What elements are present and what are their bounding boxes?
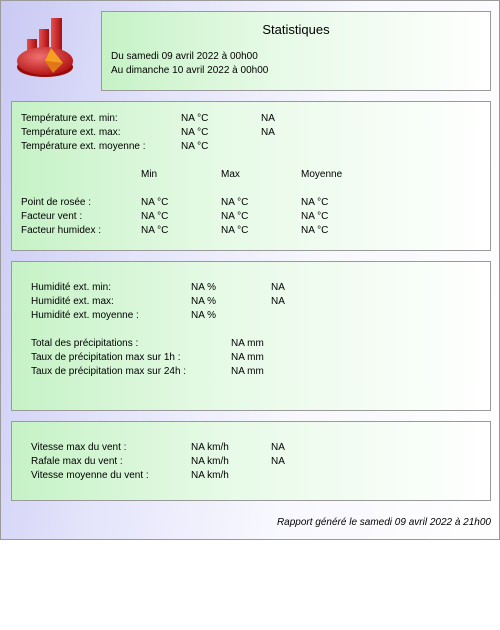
col-header-avg: Moyenne <box>301 169 343 180</box>
wind-section <box>11 421 491 501</box>
humidity-max-label: Humidité ext. max: <box>31 296 114 307</box>
wind-chill-min: NA °C <box>141 211 169 222</box>
humidity-section <box>11 261 491 411</box>
wind-max-value: NA km/h <box>191 442 229 453</box>
humidex-max: NA °C <box>221 225 249 236</box>
page-title: Statistiques <box>262 22 330 37</box>
wind-chill-avg: NA °C <box>301 211 329 222</box>
wind-gust-value: NA km/h <box>191 456 229 467</box>
humidity-max-value: NA % <box>191 296 217 307</box>
temperature-section <box>11 101 491 251</box>
humidity-min-value: NA % <box>191 282 217 293</box>
wind-avg-value: NA km/h <box>191 470 229 481</box>
wind-avg-label: Vitesse moyenne du vent : <box>31 470 149 481</box>
dew-point-max: NA °C <box>221 197 249 208</box>
precip-total-value: NA mm <box>231 338 264 349</box>
temp-avg-value: NA °C <box>181 141 209 152</box>
wind-gust-label: Rafale max du vent : <box>31 456 123 467</box>
humidity-avg-value: NA % <box>191 310 217 321</box>
temp-min-extra: NA <box>261 113 275 124</box>
humidity-min-label: Humidité ext. min: <box>31 282 112 293</box>
period-end: Au dimanche 10 avril 2022 à 00h00 <box>111 65 269 76</box>
humidex-label: Facteur humidex : <box>21 225 102 236</box>
wind-max-extra: NA <box>271 442 285 453</box>
precip-rate-24h-label: Taux de précipitation max sur 24h : <box>31 366 187 377</box>
temp-min-label: Température ext. min: <box>21 113 118 124</box>
precip-rate-1h-value: NA mm <box>231 352 264 363</box>
humidex-avg: NA °C <box>301 225 329 236</box>
humidity-avg-label: Humidité ext. moyenne : <box>31 310 139 321</box>
temp-avg-label: Température ext. moyenne : <box>21 141 146 152</box>
precip-rate-24h-value: NA mm <box>231 366 264 377</box>
dew-point-avg: NA °C <box>301 197 329 208</box>
dew-point-min: NA °C <box>141 197 169 208</box>
humidity-min-extra: NA <box>271 282 285 293</box>
temp-min-value: NA °C <box>181 113 209 124</box>
report-header <box>101 11 491 91</box>
wind-chill-max: NA °C <box>221 211 249 222</box>
precip-rate-1h-label: Taux de précipitation max sur 1h : <box>31 352 181 363</box>
statistics-chart-icon <box>15 15 77 81</box>
col-header-min: Min <box>141 169 158 180</box>
temp-max-label: Température ext. max: <box>21 127 121 138</box>
temp-max-value: NA °C <box>181 127 209 138</box>
wind-gust-extra: NA <box>271 456 285 467</box>
temp-max-extra: NA <box>261 127 275 138</box>
humidex-min: NA °C <box>141 225 169 236</box>
col-header-max: Max <box>221 169 240 180</box>
report-footer: Rapport généré le samedi 09 avril 2022 à 21h00 <box>276 517 491 528</box>
precip-total-label: Total des précipitations : <box>31 338 139 349</box>
period-start: Du samedi 09 avril 2022 à 00h00 <box>111 51 258 62</box>
dew-point-label: Point de rosée : <box>21 197 92 208</box>
wind-chill-label: Facteur vent : <box>21 211 83 222</box>
humidity-max-extra: NA <box>271 296 285 307</box>
wind-max-label: Vitesse max du vent : <box>31 442 127 453</box>
